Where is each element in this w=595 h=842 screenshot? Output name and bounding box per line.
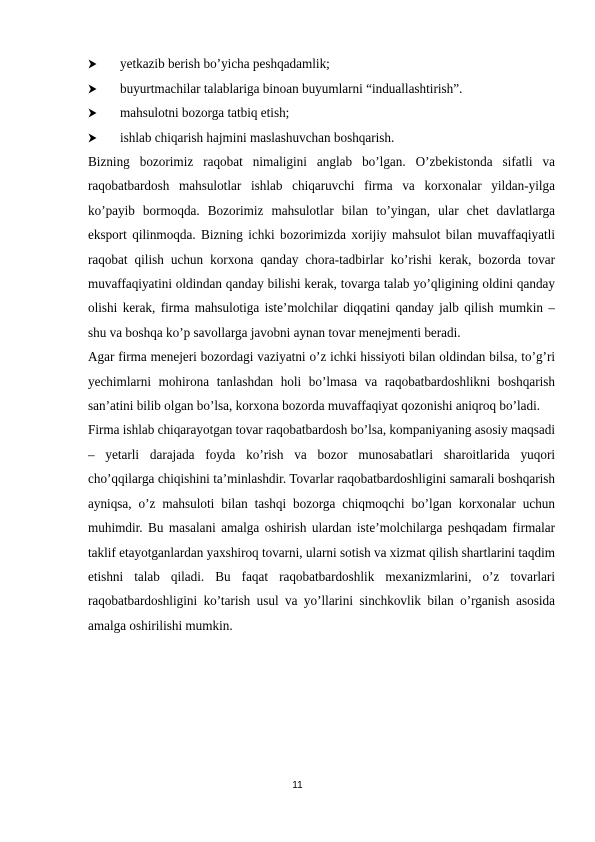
bullet-text: mahsulotni bozorga tatbiq etish; — [120, 105, 290, 120]
bullet-item — [88, 52, 555, 77]
bullet-item — [88, 101, 555, 126]
bullet-list — [88, 52, 555, 150]
bullet-text: buyurtmachilar talablariga binoan buyumlarni “induallashtirish”. — [120, 80, 463, 96]
body-paragraph: Bizning bozorimiz raqobat nimaligini anglab bo’lgan. O’zbekistonda sifatli va raqobatbardosh mahsulotlar ishlab chiqaruvchi firma va korxonalar yildan-yilga ko’payib bormoqda. Bozorimiz mahsulotlar bilan to’yingan, ular chet davlatlarga eksport qilinmoqda. Bizning ichki bozorimizda xorijiy mahsulot bilan muvaffaqiyatli raqobat qilish uchun korxona qanday chora-tadbirlar ko’rishi kerak, bozorda tovar muvaffaqiyatini oldindan qanday bilishi kerak, tovarga talab yo’qligining oldini qanday olishi kerak, firma mahsulotiga iste’molchilar diqqatini qanday jalb qilish mumkin – shu va boshqa ko’p savollarga javobni aynan tovar menejmenti beradi. — [88, 154, 555, 340]
page-number: 11 — [292, 780, 303, 791]
body-paragraph: Agar firma menejeri bozordagi vaziyatni o’z ichki hissiyoti bilan oldindan bilsa, to’g’ri yechimlarni mohirona tanlashdan holi bo’lmasa va raqobatbardoshlikni boshqarish san’atini bilib olgan bo’lsa, korxona bozorda muvaffaqiyat qozonishi aniqroq bo’ladi. — [88, 349, 555, 414]
bullet-item — [88, 126, 555, 151]
body-paragraph: Firma ishlab chiqarayotgan tovar raqobatbardosh bo’lsa, kompaniyaning asosiy maqsadi – yetarli darajada foyda ko’rish va bozor munosabatlari sharoitlarida yuqori cho’qqilarga chiqishini ta’minlashdir. Tovarlar raqobatbardoshligini samarali boshqarish ayniqsa, o’z mahsuloti bilan tashqi bozorga chiqmoqchi bo’lgan korxonalar uchun muhimdir. Bu masalani amalga oshirish ulardan iste’molchilarga peshqadam firmalar taklif etayotganlardan yaxshiroq tovarni, ularni sotish va xizmat qilish shartlarini taqdim etishni talab qiladi. Bu faqat raqobatbardoshlik mexanizmlarini, o’z tovarlari raqobatbardoshligini ko’tarish usul va yo’llarini sinchkovlik bilan o’rganish asosida amalga oshirilishi mumkin. — [88, 422, 555, 633]
arrowhead-bullet-icon — [88, 126, 120, 151]
document-page — [88, 52, 555, 638]
arrowhead-bullet-icon — [88, 77, 120, 102]
bullet-text: yetkazib berish bo’yicha peshqadamlik; — [120, 56, 330, 71]
arrowhead-bullet-icon — [88, 101, 120, 126]
bullet-item — [88, 77, 555, 102]
arrowhead-bullet-icon — [88, 52, 120, 77]
bullet-text: ishlab chiqarish hajmini maslashuvchan boshqarish. — [120, 129, 395, 145]
